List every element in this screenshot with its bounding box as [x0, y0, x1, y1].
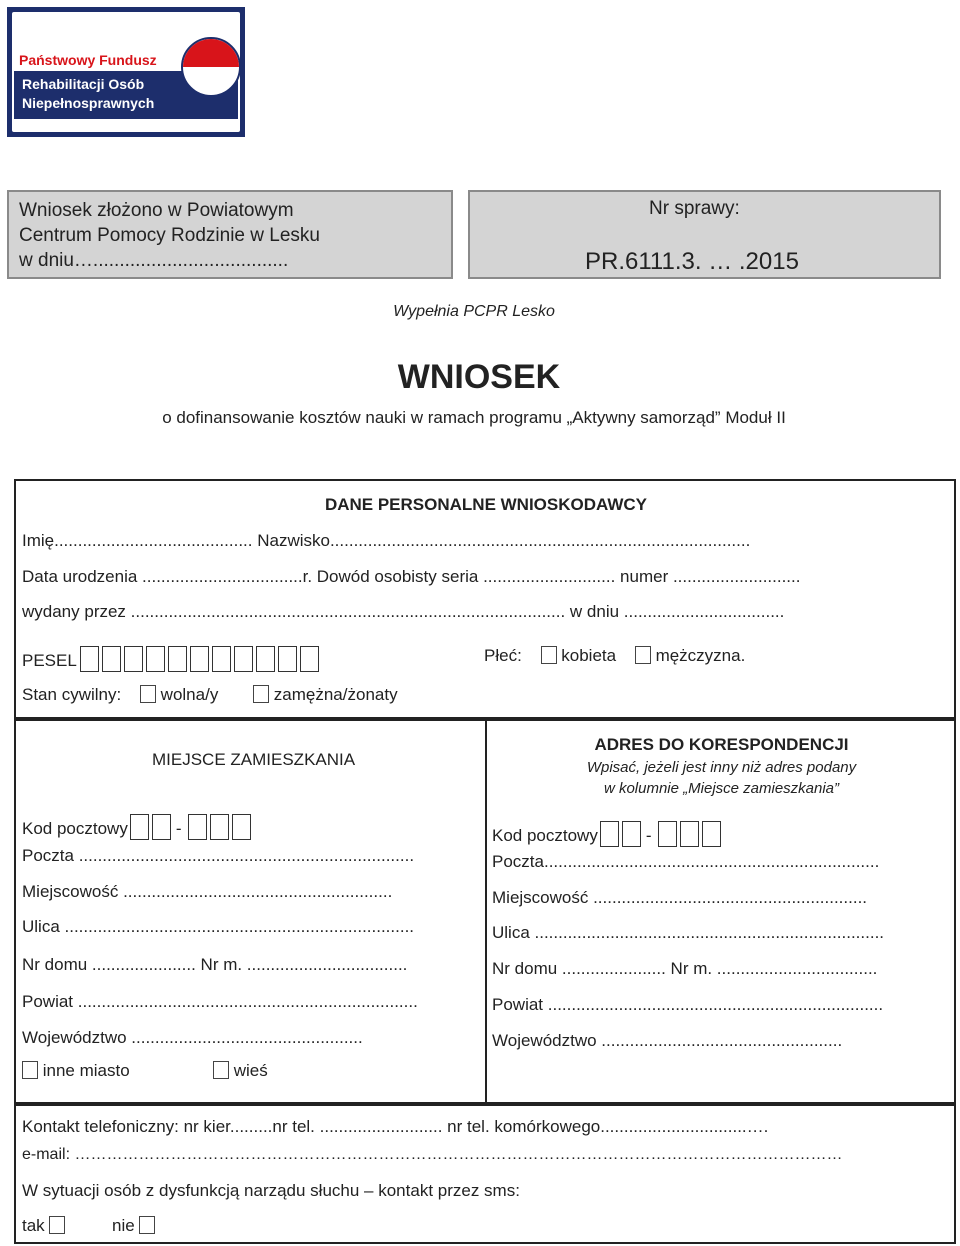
postcode-digit-box[interactable] — [658, 821, 677, 847]
pesel-digit-box[interactable] — [300, 646, 319, 672]
email-field[interactable]: e-mail: ……………………………………………………………………………………………………………………………… — [22, 1146, 843, 1163]
birth-id-field[interactable]: Data urodzenia ..................................r. Dowód osobisty seria ............................ numer ........................... — [22, 567, 801, 586]
postcode-digit-box[interactable] — [680, 821, 699, 847]
pesel-digit-box[interactable] — [212, 646, 231, 672]
pesel-digit-box[interactable] — [102, 646, 121, 672]
postcode-digit-box[interactable] — [152, 814, 171, 840]
sms-no-label: nie — [112, 1216, 135, 1235]
correspondence-heading: ADRES DO KORESPONDENCJI — [594, 735, 849, 754]
postcode-digit-box[interactable] — [600, 821, 619, 847]
city-checkbox[interactable] — [22, 1061, 38, 1079]
locality-type-row — [22, 1061, 130, 1081]
logo-text-line3: Niepełnosprawnych — [22, 95, 155, 111]
postcode-digit-box[interactable] — [210, 814, 229, 840]
sms-yes-row — [22, 1216, 65, 1236]
pesel-digit-box[interactable] — [256, 646, 275, 672]
marital-status-row — [22, 685, 398, 705]
personal-data-heading: DANE PERSONALNE WNIOSKODAWCY — [324, 495, 648, 514]
village-row — [213, 1061, 268, 1081]
logo-text-line1: Państwowy Fundusz — [19, 52, 157, 68]
name-surname-field[interactable]: Imię.......................................... Nazwisko......................................................................................... — [22, 531, 751, 550]
correspondence-county-field[interactable]: Powiat ....................................................................... — [492, 995, 884, 1014]
residence-postcode-row — [22, 814, 254, 840]
postcode-digit-box[interactable] — [188, 814, 207, 840]
residence-street-field[interactable]: Ulica .......................................................................... — [22, 917, 415, 936]
pesel-label: PESEL — [22, 651, 77, 670]
pesel-row — [22, 646, 322, 672]
personal-data-section — [14, 479, 956, 719]
submission-date-text — [19, 198, 320, 273]
logo-circle-red-half — [183, 39, 239, 67]
submission-line1: Wniosek złożono w Powiatowym — [19, 200, 294, 221]
marital-status-label: Stan cywilny: — [22, 685, 122, 704]
residence-heading: MIEJSCE ZAMIESZKANIA — [152, 750, 356, 769]
male-label: mężczyzna. — [655, 646, 746, 665]
residence-house-number-field[interactable]: Nr domu ...................... Nr m. .................................. — [22, 955, 408, 974]
postcode-digit-box[interactable] — [622, 821, 641, 847]
phone-field[interactable]: Kontakt telefoniczny: nr kier.........nr tel. .......................... nr tel. komórkowego...............................…. — [22, 1117, 769, 1136]
issued-by-field[interactable]: wydany przez ............................................................................................ w dniu .................................. — [22, 602, 785, 621]
pesel-digit-box[interactable] — [146, 646, 165, 672]
pesel-digit-box[interactable] — [168, 646, 187, 672]
single-checkbox[interactable] — [140, 685, 156, 703]
correspondence-city-field[interactable]: Miejscowość .......................................................... — [492, 888, 868, 907]
city-label: inne miasto — [42, 1061, 130, 1080]
residence-postcode-label: Kod pocztowy — [22, 819, 128, 838]
postcode-dash: - — [175, 819, 182, 838]
correspondence-post-office-field[interactable]: Poczta....................................................................... — [492, 852, 880, 871]
correspondence-note-line1: Wpisać, jeżeli jest inny niż adres podany — [586, 759, 857, 776]
married-checkbox[interactable] — [253, 685, 269, 703]
postcode-digit-box[interactable] — [130, 814, 149, 840]
postcode-digit-box[interactable] — [232, 814, 251, 840]
residence-post-office-field[interactable]: Poczta ....................................................................... — [22, 846, 415, 865]
pesel-digit-box[interactable] — [190, 646, 209, 672]
correspondence-postcode-row — [492, 821, 724, 847]
female-checkbox[interactable] — [541, 646, 557, 664]
village-checkbox[interactable] — [213, 1061, 229, 1079]
sms-yes-checkbox[interactable] — [49, 1216, 65, 1234]
gender-label: Płeć: — [484, 646, 522, 665]
pesel-digit-box[interactable] — [234, 646, 253, 672]
married-label: zamężna/żonaty — [273, 685, 398, 704]
residence-voivodeship-field[interactable]: Województwo ................................................. — [22, 1028, 363, 1047]
male-checkbox[interactable] — [635, 646, 651, 664]
logo-text-line2: Rehabilitacji Osób — [22, 76, 145, 92]
case-number-field[interactable]: PR.6111.3. … .2015 — [585, 248, 799, 275]
page-title: WNIOSEK — [397, 358, 561, 396]
postcode-digit-box[interactable] — [702, 821, 721, 847]
village-label: wieś — [233, 1061, 268, 1080]
pesel-digit-box[interactable] — [80, 646, 99, 672]
submission-line2: Centrum Pomocy Rodzinie w Lesku — [19, 225, 320, 246]
logo-text-lines — [22, 75, 154, 113]
residence-county-field[interactable]: Powiat ........................................................................ — [22, 992, 418, 1011]
address-column-divider — [485, 719, 487, 1104]
single-label: wolna/y — [160, 685, 219, 704]
correspondence-house-number-field[interactable]: Nr domu ...................... Nr m. .................................. — [492, 959, 878, 978]
sms-yes-label: tak — [22, 1216, 45, 1235]
filled-by-note: Wypełnia PCPR Lesko — [393, 303, 555, 320]
pesel-digit-box[interactable] — [124, 646, 143, 672]
correspondence-note-line2: w kolumnie „Miejsce zamieszkania” — [603, 780, 840, 797]
page-subtitle: o dofinansowanie kosztów nauki w ramach programu „Aktywny samorząd” Moduł II — [162, 408, 786, 427]
gender-row — [484, 646, 745, 666]
logo-circle-icon — [181, 37, 241, 97]
residence-city-field[interactable]: Miejscowość ......................................................... — [22, 882, 393, 901]
submission-date-field[interactable]: w dniu…..................................... — [19, 250, 289, 271]
correspondence-voivodeship-field[interactable]: Województwo ................................................... — [492, 1031, 843, 1050]
correspondence-postcode-label: Kod pocztowy — [492, 826, 598, 845]
postcode-dash: - — [645, 826, 652, 845]
sms-no-checkbox[interactable] — [139, 1216, 155, 1234]
sms-note: W sytuacji osób z dysfunkcją narządu słuchu – kontakt przez sms: — [22, 1181, 520, 1200]
female-label: kobieta — [561, 646, 617, 665]
pesel-digit-box[interactable] — [278, 646, 297, 672]
sms-no-row — [112, 1216, 155, 1236]
correspondence-street-field[interactable]: Ulica .......................................................................... — [492, 923, 885, 942]
case-number-label: Nr sprawy: — [649, 198, 740, 219]
